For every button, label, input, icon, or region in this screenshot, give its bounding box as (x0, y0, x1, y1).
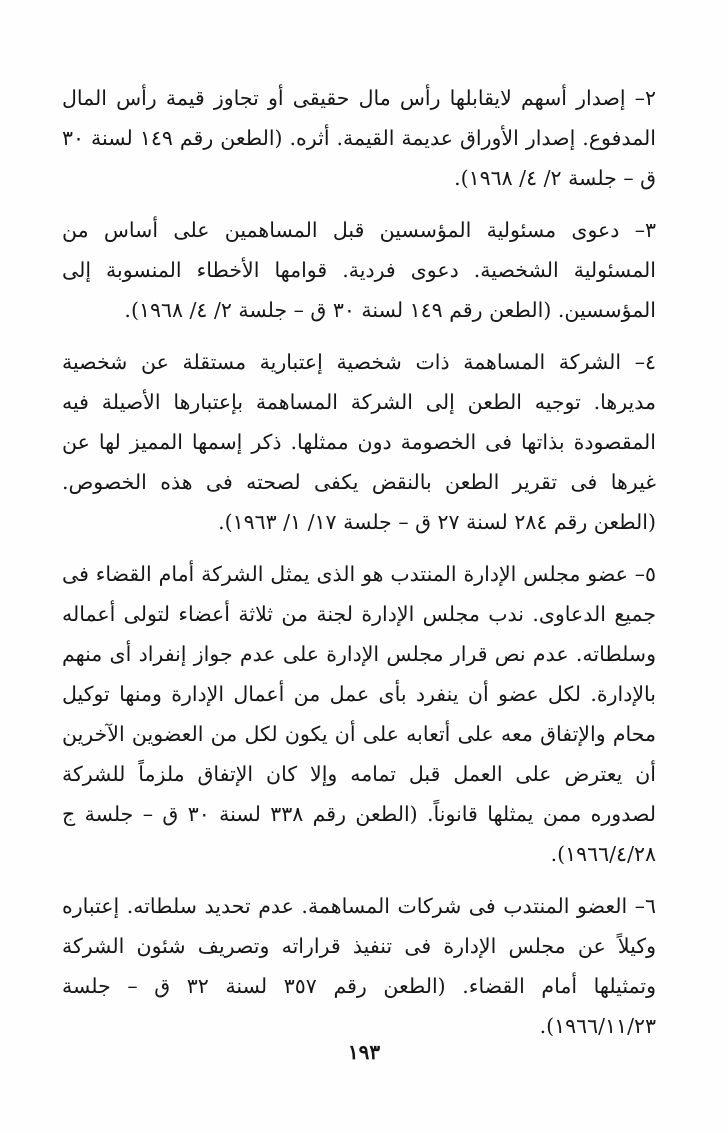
paragraph-5: ٥– عضو مجلس الإدارة المنتدب هو الذى يمثل الشركة أمام القضاء فى جميع الدعاوى. ندب مجلس الإدارة لجنة من ثلاثة أعضاء لتولى أعماله وسلطاته. عدم نص قرار مجلس الإدارة على عدم جواز إنفراد أى منهم بالإدارة. لكل عضو أن ينفرد بأى عمل من أعمال الإدارة ومنها توكيل محام والإتفاق معه على أتعابه على أن يكون لكل من العضوين الآخرين أن يعترض على العمل قبل تمامه وإلا كان الإتفاق ملزماً للشركة لصدوره ممن يمثلها قانوناً. (الطعن رقم ٣٣٨ لسنة ٣٠ ق – جلسة ج ١٩٦٦/٤/٢٨). (62, 562, 656, 866)
page-body (62, 78, 656, 1046)
paragraph-4: ٤– الشركة المساهمة ذات شخصية إعتبارية مستقلة عن شخصية مديرها. توجيه الطعن إلى الشركة المساهمة بإعتبارها الأصيلة فيه المقصودة بذاتها فى الخصومة دون ممثلها. ذكر إسمها المميز لها عن غيرها فى تقرير الطعن بالنقض يكفى لصحته فى هذه الخصوص. (الطعن رقم ٢٨٤ لسنة ٢٧ ق – جلسة ١٧/ ١/ ١٩٦٣). (62, 350, 656, 534)
page-number: ١٩٣ (347, 1040, 381, 1064)
paragraph-6: ٦– العضو المنتدب فى شركات المساهمة. عدم تحديد سلطاته. إعتباره وكيلاً عن مجلس الإدارة فى تنفيذ قراراته وتصريف شئون الشركة وتمثيلها أمام القضاء. (الطعن رقم ٣٥٧ لسنة ٣٢ ق – جلسة ١٩٦٦/١١/٢٣). (62, 894, 656, 1038)
paragraph-2: ٢– إصدار أسهم لايقابلها رأس مال حقيقى أو تجاوز قيمة رأس المال المدفوع. إصدار الأوراق عديمة القيمة. أثره. (الطعن رقم ١٤٩ لسنة ٣٠ ق – جلسة ٢/ ٤/ ١٩٦٨). (62, 86, 656, 190)
paragraph-3: ٣– دعوى مسئولية المؤسسين قبل المساهمين على أساس من المسئولية الشخصية. دعوى فردية. قوامها الأخطاء المنسوبة إلى المؤسسين. (الطعن رقم ١٤٩ لسنة ٣٠ ق – جلسة ٢/ ٤/ ١٩٦٨). (62, 218, 656, 322)
